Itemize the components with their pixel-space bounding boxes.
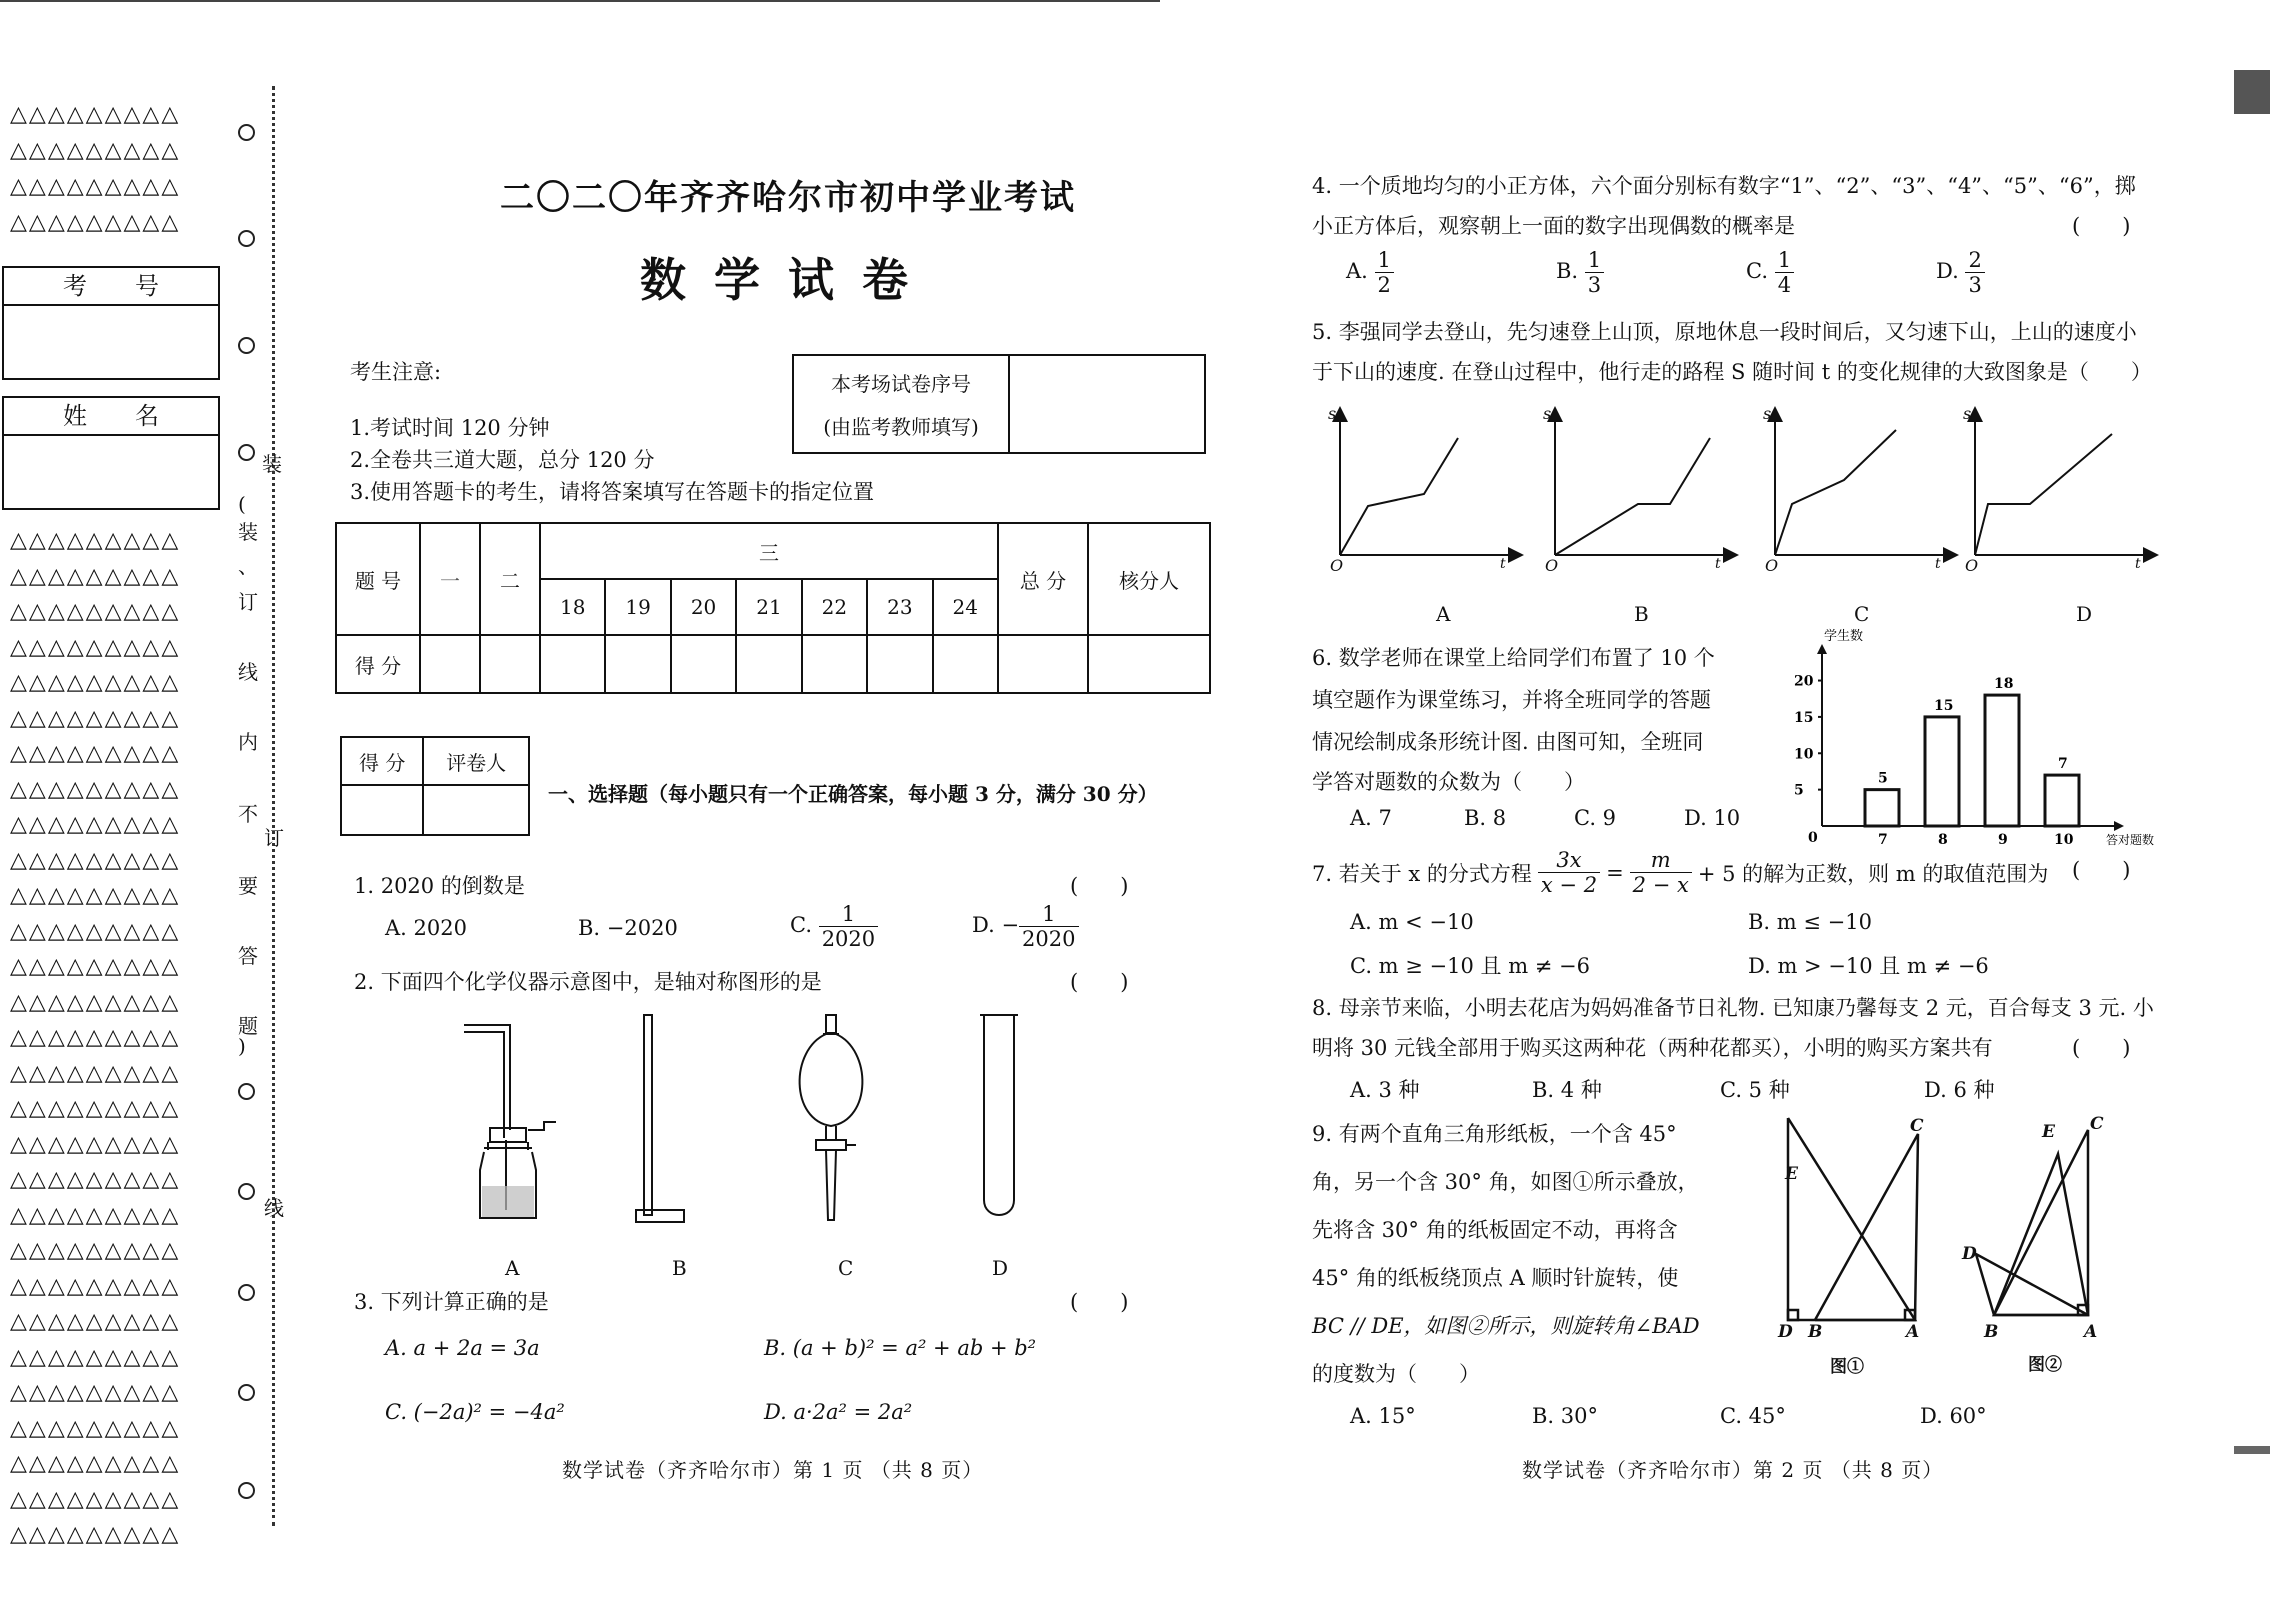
triangle-row: △△△△△△△△△ [10,741,181,766]
test-tube-icon [980,1015,1018,1215]
graph-d [1975,410,2155,555]
option-a[interactable]: A. a + 2a = 3a [385,1336,540,1360]
score-input[interactable] [867,635,932,693]
scan-mark [2234,70,2270,114]
graph-label: A [1436,602,1451,626]
y-tick-label: 15 [1794,709,1814,726]
option-prefix: D. [1936,259,1959,284]
numerator: 3x [1538,848,1600,873]
option-prefix: B. [1556,259,1579,284]
option-a[interactable]: A. 3 种 [1350,1078,1420,1102]
question-2: 2. 下面四个化学仪器示意图中，是轴对称图形的是 [354,970,822,994]
score-input[interactable] [802,635,867,693]
point-label-d: D [1778,1322,1793,1342]
question-7-text: 7. 若关于 x 的分式方程 [1312,861,1532,886]
numerator: m [1630,848,1692,873]
question-4-cont: 小正方体后，观察朝上一面的数字出现偶数的概率是 [1312,214,1795,238]
triangle-row: △△△△△△△△△ [10,1486,181,1512]
bar-value-label: 18 [1994,676,2014,693]
notice-item: 2.全卷共三道大题，总分 120 分 [350,448,655,472]
point-label-c: C [1910,1116,1924,1136]
point-label-e: E [2042,1122,2055,1142]
y-tick-label: 20 [1794,673,1814,690]
triangle-row: △△△△△△△△△ [10,1273,181,1299]
point-label-b: B [1808,1322,1823,1342]
question-6-cont: 情况绘制成条形统计图. 由图可知，全班同 [1312,730,1704,754]
bar-value-label: 7 [2058,756,2068,773]
triangle-row: △△△△△△△△△ [10,1167,181,1192]
figure-label: B [672,1256,687,1280]
x-tick-label: 8 [1938,832,1948,848]
seal-char: 题 [238,1014,258,1038]
triangle-row: △△△△△△△△△ [10,599,181,624]
point-label-e: E [1785,1164,1798,1184]
question-5-cont: 于下山的速度. 在登山过程中，他行走的路程 S 随时间 t 的变化规律的大致图象是（ ） [1312,360,2152,384]
seal-char: 答 [238,944,258,968]
fraction [1630,848,1692,897]
bar-chart [1780,629,2170,848]
cell-part-two: 二 [480,523,540,635]
section-grader-input[interactable] [423,785,529,835]
scan-edge [0,0,1160,2]
triangle-row: △△△△△△△△△ [10,1238,181,1263]
option-prefix: C. [1746,259,1768,284]
cell-q: 18 [540,579,605,635]
triangle-row: △△△△△△△△△ [10,102,181,127]
seal-char: 线 [264,1196,284,1220]
triangle-row: △△△△△△△△△ [10,138,181,163]
option-c[interactable]: C. m ≥ −10 且 m ≠ −6 [1350,954,1591,978]
exam-title: 二〇二〇年齐齐哈尔市初中学业考试 [500,178,1076,218]
seal-char: 订 [264,826,284,850]
triangle-row: △△△△△△△△△ [10,670,181,695]
section-score-input[interactable] [341,785,423,835]
bar [2045,775,2079,826]
section-grader-label: 评卷人 [423,737,529,785]
chem-apparatus-figure [440,1010,1140,1230]
exam-number-box[interactable] [2,266,220,380]
question-5: 5. 李强同学去登山，先匀速登上山顶，原地休息一段时间后，又匀速下山，上山的速度小 [1312,320,2137,344]
option-a[interactable]: A. 15° [1350,1404,1416,1428]
seal-char: 订 [238,590,258,614]
denominator: 2020 [1022,927,1076,952]
triangle-row: △△△△△△△△△ [10,705,181,731]
cell-part-one: 一 [420,523,480,635]
triangle-row: △△△△△△△△△ [10,1060,181,1086]
option-a[interactable] [1346,248,1394,297]
triangle-row: △△△△△△△△△ [10,1380,181,1405]
numerator: 2 [1965,248,1984,273]
binding-hole [238,1284,255,1301]
triangle-row: △△△△△△△△△ [10,634,181,660]
triangle-row: △△△△△△△△△ [10,1131,181,1157]
option-a[interactable]: A. 7 [1350,806,1392,830]
binding-hole [238,1083,255,1100]
notice-item: 3.使用答题卡的考生，请将答案填写在答题卡的指定位置 [350,480,875,504]
question-4: 4. 一个质地均匀的小正方体，六个面分别标有数字“1”、“2”、“3”、“4”、“5”、“6”，掷 [1312,174,2136,198]
figure-label: A [505,1256,520,1280]
answer-bracket[interactable]: ( ) [1070,970,1129,994]
option-d[interactable] [1936,248,1985,297]
cell-q: 22 [802,579,867,635]
numerator: 1 [1585,248,1604,273]
answer-bracket[interactable]: ( ) [1070,1290,1129,1314]
option-b[interactable] [1556,248,1604,297]
cell-total: 总 分 [998,523,1088,635]
triangle-row: △△△△△△△△△ [10,1096,181,1121]
fraction [1538,848,1600,897]
distance-time-graphs [1320,400,2180,580]
axis-s-label: s [1543,404,1552,423]
axis-t-label: t [2135,556,2141,572]
point-label-a: A [1906,1322,1920,1342]
axis-t-label: t [1500,556,1506,572]
seal-char: 内 [238,730,258,754]
paper-subtitle: 数 学 试 卷 [640,253,915,307]
denominator: 3 [1587,273,1602,298]
option-b[interactable]: B. 30° [1532,1404,1599,1428]
numerator: 1 [819,902,878,927]
option-d[interactable]: D. a·2a² = 2a² [764,1400,913,1424]
question-3: 3. 下列计算正确的是 [354,1290,549,1314]
triangle-row: △△△△△△△△△ [10,954,181,979]
graph-label: D [2076,602,2093,626]
y-tick-label: 5 [1794,782,1804,799]
binding-hole [238,1183,255,1200]
option-d[interactable]: D. 10 [1684,806,1741,830]
y-axis-label: 学生数 [1824,629,1864,644]
fraction [1375,248,1394,297]
option-a[interactable]: A. m < −10 [1350,910,1474,934]
numerator: 1 [1775,248,1794,273]
question-9-cont: BC // DE，如图②所示，则旋转角∠BAD [1312,1314,1700,1338]
notice-item: 1.考试时间 120 分钟 [350,416,550,440]
question-1: 1. 2020 的倒数是 [354,874,525,898]
score-input[interactable] [540,635,605,693]
triangle-row: △△△△△△△△△ [10,883,181,908]
option-prefix: A. [1346,259,1368,284]
fraction [1775,248,1794,297]
option-b[interactable]: B. −2020 [578,916,678,940]
score-input[interactable] [480,635,540,693]
seal-char: 装 [262,452,282,476]
triangle-row: △△△△△△△△△ [10,1522,181,1547]
x-axis-label: 答对题数 [2106,833,2155,847]
fraction [1965,248,1984,297]
option-d[interactable]: D. 6 种 [1924,1078,1995,1102]
triangle-row: △△△△△△△△△ [10,847,181,873]
seal-char: 不 [238,802,258,826]
x-tick-label: 9 [1998,832,2008,848]
option-c[interactable]: C. (−2a)² = −4a² [385,1400,565,1424]
denominator: 4 [1777,273,1792,298]
option-d[interactable]: D. m > −10 且 m ≠ −6 [1748,954,1989,978]
option-a[interactable]: A. 2020 [385,916,467,940]
figure-caption: 图② [2028,1355,2062,1375]
numerator: 1 [1375,248,1394,273]
seal-line [272,86,275,1526]
notice-heading: 考生注意: [350,360,442,384]
score-input[interactable] [736,635,801,693]
binding-hole [238,1482,255,1499]
serial-label [794,356,1010,452]
triangle-row: △△△△△△△△△ [10,1202,181,1228]
option-d[interactable]: D. 60° [1920,1404,1987,1428]
figure-label: D [992,1256,1009,1280]
axis-t-label: t [1715,556,1721,572]
score-input[interactable] [998,635,1088,693]
cell-q: 21 [736,579,801,635]
page-footer: 数学试卷（齐齐哈尔市）第 2 页 （共 8 页） [1522,1458,1944,1482]
origin-label: O [1330,556,1344,575]
scan-mark [2234,1446,2270,1454]
separatory-funnel-icon [800,1015,863,1220]
cell-question-label: 题 号 [336,523,420,635]
bar [1985,695,2019,826]
cell-q: 24 [933,579,998,635]
option-b[interactable]: B. m ≤ −10 [1748,910,1872,934]
axis-s-label: s [1963,404,1972,423]
serial-input[interactable] [1010,356,1202,452]
seal-char: 装 [238,520,258,544]
triangle-row: △△△△△△△△△ [10,776,181,802]
binding-hole [238,124,255,141]
fraction [1585,248,1604,297]
triangle-row: △△△△△△△△△ [10,1309,181,1334]
cell-score-label: 得 分 [336,635,420,693]
binding-hole [238,444,255,461]
question-9: 9. 有两个直角三角形纸板，一个含 45° [1312,1122,1677,1146]
triangle-row: △△△△△△△△△ [10,1344,181,1370]
option-prefix: D. − [972,913,1020,938]
y-tick-label: 10 [1794,746,1814,763]
question-6-cont: 学答对题数的众数为（ ） [1312,770,1585,794]
bar [1925,717,1959,826]
origin-label: O [1545,556,1559,575]
question-7 [1312,848,2048,897]
x-tick-label: 7 [1878,832,1888,848]
x-tick-label: 10 [2054,832,2074,848]
denominator: 2 − x [1632,873,1689,898]
cell-q: 19 [605,579,670,635]
serial-label-line2: (由监考教师填写) [823,415,979,439]
triangle-row: △△△△△△△△△ [10,1451,181,1476]
denominator: 2020 [821,927,876,952]
triangle-row: △△△△△△△△△ [10,989,181,1015]
binding-hole [238,230,255,247]
section-title: 一、选择题（每小题只有一个正确答案，每小题 3 分，满分 30 分） [548,782,1158,806]
cell-q: 23 [867,579,932,635]
binding-hole [238,1384,255,1401]
liquid-icon [482,1186,534,1217]
fraction [1019,902,1078,951]
triangle-row: △△△△△△△△△ [10,1415,181,1441]
answer-bracket[interactable]: ( ) [1070,874,1129,898]
seal-char: ) [238,1034,246,1058]
seal-char: ( [238,492,246,516]
point-label-b: B [1984,1322,1999,1342]
fraction [819,902,878,951]
score-input[interactable] [933,635,998,693]
question-9-cont: 的度数为（ ） [1312,1362,1480,1386]
triangle-row: △△△△△△△△△ [10,174,181,199]
seal-char: 要 [238,874,258,898]
question-6-cont: 填空题作为课堂练习，并将全班同学的答题 [1312,688,1711,712]
figure-caption: 图① [1830,1357,1864,1377]
graph-b [1555,410,1735,555]
bar-value-label: 15 [1934,697,1954,714]
page-footer: 数学试卷（齐齐哈尔市）第 1 页 （共 8 页） [562,1458,984,1482]
axis-t-label: t [1935,556,1941,572]
option-d[interactable] [972,902,1079,951]
score-input[interactable] [1088,635,1210,693]
option-c[interactable]: C. 45° [1720,1404,1786,1428]
graph-label: C [1854,602,1870,626]
numerator: 1 [1019,902,1078,927]
option-b[interactable]: B. 8 [1464,806,1507,830]
answer-bracket[interactable]: ( ) [2072,858,2131,882]
answer-bracket[interactable]: ( ) [2072,1036,2131,1060]
score-table [335,522,1211,694]
cell-q: 20 [671,579,736,635]
triangle-row: △△△△△△△△△ [10,1025,181,1050]
cell-checker: 核分人 [1088,523,1210,635]
option-b[interactable]: B. (a + b)² = a² + ab + b² [764,1336,1037,1360]
origin-label: O [1765,556,1779,575]
figure-label: C [838,1256,854,1280]
serial-label-line1: 本考场试卷序号 [831,372,971,396]
answer-bracket[interactable]: ( ) [2072,214,2131,238]
student-name-label: 姓 名 [4,398,218,436]
origin-label: 0 [1808,830,1818,846]
question-6: 6. 数学老师在课堂上给同学们布置了 10 个 [1312,646,1715,670]
triangle-row: △△△△△△△△△ [10,918,181,944]
student-name-box[interactable] [2,396,220,510]
option-b[interactable]: B. 4 种 [1532,1078,1602,1102]
point-label-d: D [1962,1244,1977,1264]
denominator: 2 [1377,273,1391,298]
axis-s-label: s [1328,404,1337,423]
graph-c [1775,410,1955,555]
point-label-c: C [2090,1114,2104,1134]
graph-label: B [1634,602,1649,626]
triangle-row: △△△△△△△△△ [10,528,181,553]
bar [1865,790,1899,826]
cell-part-three: 三 [540,523,998,579]
equals-sign: = [1606,860,1624,885]
section-score-label: 得 分 [341,737,423,785]
iron-stand-icon [636,1015,684,1222]
question-8-cont: 明将 30 元钱全部用于购买这两种花（两种花都买），小明的购买方案共有 [1312,1036,1993,1060]
question-9-cont: 45° 角的纸板绕顶点 A 顺时针旋转，使 [1312,1266,1679,1290]
denominator: x − 2 [1540,873,1598,898]
question-8: 8. 母亲节来临，小明去花店为妈妈准备节日礼物. 已知康乃馨每支 2 元，百合每支 3 元. 小 [1312,996,2154,1020]
question-9-cont: 角，另一个含 30° 角，如图①所示叠放， [1312,1170,1699,1194]
option-c[interactable] [1746,248,1794,297]
denominator: 3 [1968,273,1982,298]
option-prefix: C. [790,913,812,938]
figure-2-triangles [1976,1130,2088,1315]
serial-number-box [792,354,1206,454]
option-c[interactable]: C. 9 [1574,806,1617,830]
triangle-row: △△△△△△△△△ [10,563,181,589]
axis-s-label: s [1763,404,1772,423]
origin-label: O [1965,556,1979,575]
option-c[interactable]: C. 5 种 [1720,1078,1790,1102]
binding-hole [238,337,255,354]
question-7-text: + 5 的解为正数，则 m 的取值范围为 [1697,861,2049,886]
exam-number-label: 考 号 [4,268,218,306]
score-input[interactable] [420,635,480,693]
triangle-row: △△△△△△△△△ [10,210,181,235]
bar-value-label: 5 [1878,770,1888,787]
question-9-cont: 先将含 30° 角的纸板固定不动，再将含 [1312,1218,1678,1242]
section-score-box [340,736,530,836]
option-c[interactable] [790,902,878,951]
triangle-row: △△△△△△△△△ [10,812,181,837]
point-label-a: A [2084,1322,2098,1342]
x-axis-arrow [2114,821,2124,831]
graph-a [1340,410,1520,555]
figure-1-triangles [1788,1118,1918,1320]
seal-char: 线 [238,660,258,684]
y-axis-arrow [1817,644,1827,654]
seal-char: 、 [238,554,258,578]
score-input[interactable] [605,635,670,693]
triangle-figures [1770,1110,2120,1350]
score-input[interactable] [671,635,736,693]
